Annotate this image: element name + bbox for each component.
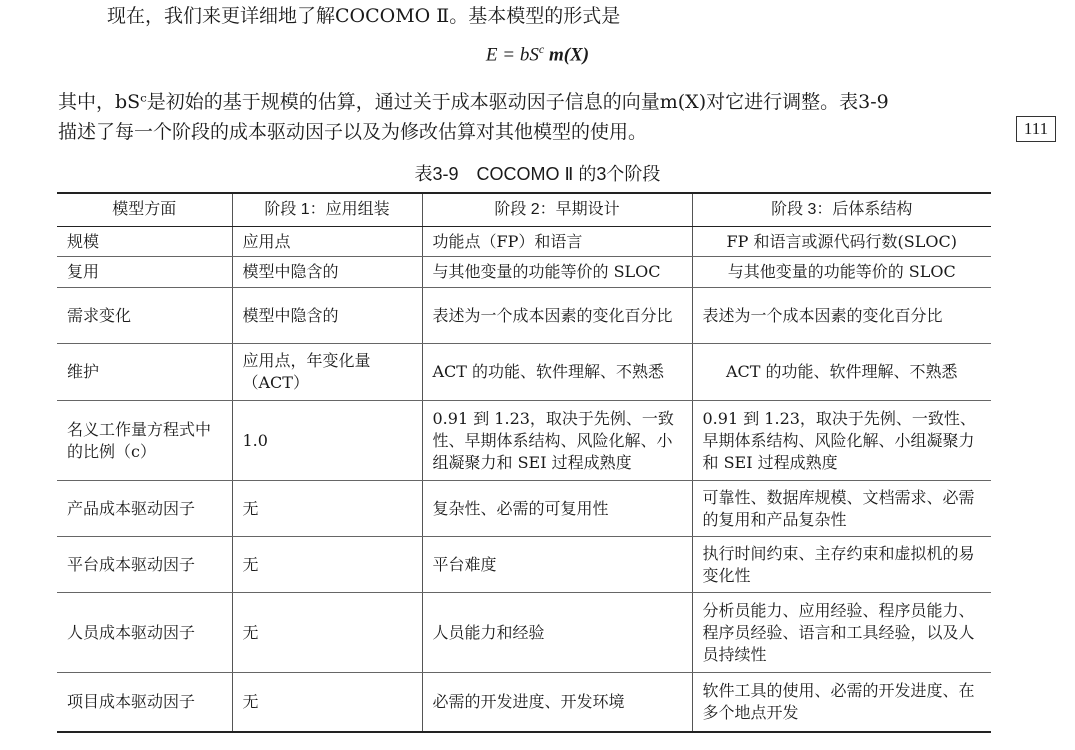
header-stage-2: 阶段 2：早期设计 [422, 193, 692, 227]
cell-stage-2: 表述为一个成本因素的变化百分比 [422, 288, 692, 344]
cell-stage-3: ACT 的功能、软件理解、不熟悉 [692, 344, 991, 401]
table-row [57, 537, 991, 593]
cell-stage-1: 1.0 [232, 401, 422, 481]
page-number: 111 [1016, 116, 1056, 142]
cell-stage-3: FP 和语言或源代码行数(SLOC) [692, 227, 991, 257]
cell-aspect: 产品成本驱动因子 [57, 481, 232, 537]
cell-stage-1: 模型中隐含的 [232, 288, 422, 344]
cell-stage-2: 复杂性、必需的可复用性 [422, 481, 692, 537]
cocomo-stages-table [57, 192, 991, 733]
formula-close: ) [582, 44, 590, 66]
cell-aspect: 规模 [57, 227, 232, 257]
table-caption: 表3-9 COCOMO Ⅱ 的3个阶段 [414, 164, 661, 184]
table-row [57, 344, 991, 401]
cell-aspect: 需求变化 [57, 288, 232, 344]
table-row [57, 481, 991, 537]
cell-stage-3: 表述为一个成本因素的变化百分比 [692, 288, 991, 344]
cell-stage-3: 0.91 到 1.23，取决于先例、一致性、早期体系结构、风险化解、小组凝聚力和 SEI 过程成熟度 [692, 401, 991, 481]
intro-line-3: 描述了每一个阶段的成本驱动因子以及为修改估算对其他模型的使用。 [58, 121, 648, 143]
header-stage-3: 阶段 3：后体系结构 [692, 193, 991, 227]
cell-stage-2: 平台难度 [422, 537, 692, 593]
cocomo-formula [0, 42, 1075, 66]
cell-stage-3: 软件工具的使用、必需的开发进度、在多个地点开发 [692, 673, 991, 732]
cell-aspect: 名义工作量方程式中的比例（c） [57, 401, 232, 481]
table-header-row [57, 193, 991, 227]
table-row [57, 673, 991, 732]
intro-line-2: 其中，bSᶜ是初始的基于规模的估算，通过关于成本驱动因子信息的向量m(X)对它进行调整。表3-9 [58, 91, 889, 113]
cell-stage-1: 无 [232, 481, 422, 537]
cell-stage-3: 执行时间约束、主存约束和虚拟机的易变化性 [692, 537, 991, 593]
table-row [57, 227, 991, 257]
cell-aspect: 平台成本驱动因子 [57, 537, 232, 593]
cell-aspect: 人员成本驱动因子 [57, 593, 232, 673]
cell-stage-2: 0.91 到 1.23，取决于先例、一致性、早期体系结构、风险化解、小组凝聚力和 SEI 过程成熟度 [422, 401, 692, 481]
intro-line-1: 现在，我们来更详细地了解COCOMO Ⅱ。基本模型的形式是 [107, 5, 621, 27]
cell-stage-2: 人员能力和经验 [422, 593, 692, 673]
cell-stage-2: 必需的开发进度、开发环境 [422, 673, 692, 732]
cell-stage-1: 无 [232, 673, 422, 732]
cell-aspect: 复用 [57, 257, 232, 288]
cell-stage-3: 与其他变量的功能等价的 SLOC [692, 257, 991, 288]
cell-stage-1: 模型中隐含的 [232, 257, 422, 288]
cell-stage-1: 无 [232, 593, 422, 673]
header-aspect: 模型方面 [57, 193, 232, 227]
table-row [57, 401, 991, 481]
cell-aspect: 维护 [57, 344, 232, 401]
cell-stage-3: 可靠性、数据库规模、文档需求、必需的复用和产品复杂性 [692, 481, 991, 537]
table-row [57, 288, 991, 344]
formula-exponent: c [538, 42, 545, 56]
header-stage-1: 阶段 1：应用组装 [232, 193, 422, 227]
cell-stage-1: 应用点 [232, 227, 422, 257]
formula-lhs: E = bS [485, 44, 539, 66]
cell-stage-3: 分析员能力、应用经验、程序员能力、程序员经验、语言和工具经验，以及人员持续性 [692, 593, 991, 673]
cell-stage-2: 功能点（FP）和语言 [422, 227, 692, 257]
cell-stage-1: 应用点，年变化量（ACT） [232, 344, 422, 401]
table-row [57, 593, 991, 673]
cell-stage-1: 无 [232, 537, 422, 593]
formula-x: X [570, 44, 583, 66]
cell-stage-2: ACT 的功能、软件理解、不熟悉 [422, 344, 692, 401]
cell-stage-2: 与其他变量的功能等价的 SLOC [422, 257, 692, 288]
formula-m: m( [544, 44, 571, 66]
table-row [57, 257, 991, 288]
cell-aspect: 项目成本驱动因子 [57, 673, 232, 732]
